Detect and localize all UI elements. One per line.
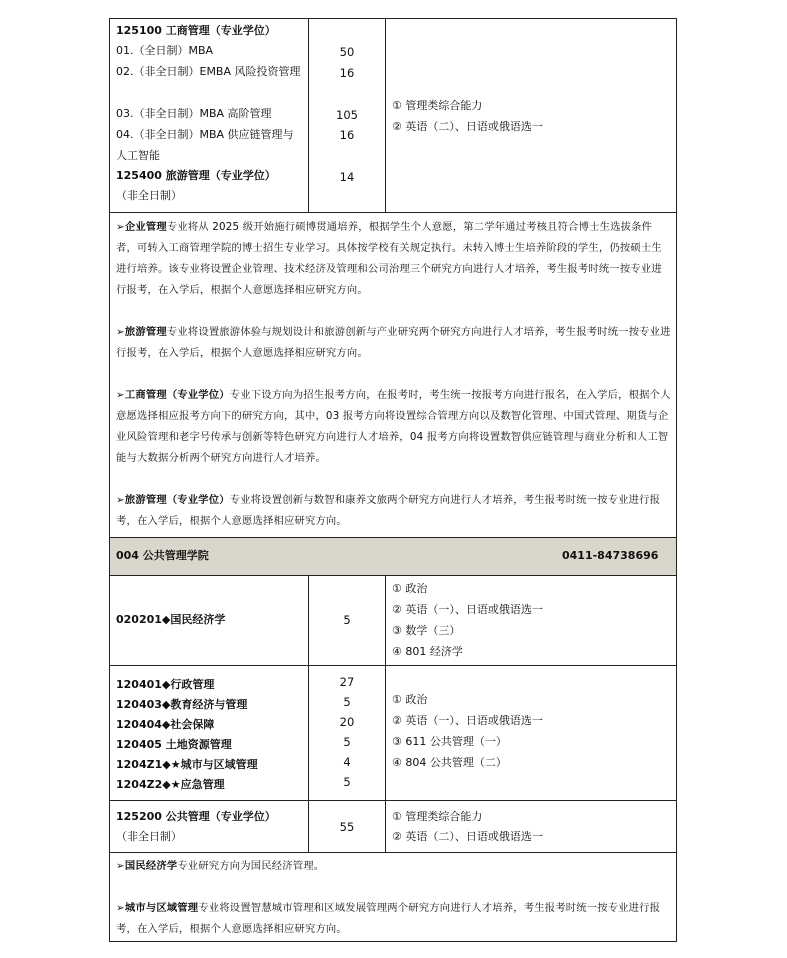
note-national-economics: ➢国民经济学专业研究方向为国民经济管理。 (116, 860, 325, 872)
col-divider (385, 575, 386, 852)
direction-03: 03.（非全日制）MBA 高阶管理 (116, 107, 272, 120)
exam-item: ② 英语（二）、日语或俄语选一 (392, 120, 543, 133)
program-020201: 020201◆国民经济学 (116, 613, 226, 626)
direction-01: 01.（全日制）MBA (116, 44, 214, 57)
note-enterprise-management: ➢企业管理专业将从 2025 级开始施行硕博贯通培养，根据学生个人意愿，第二学年通过考核且符合博士生选拔条件者，可转入工商管理学院的博士招生专业学习。具体按学校有关规定执行。未转入博士生培养阶段的学生，仍按硕士生进行培养。该专业将设置企业管理、技术经济及管理和公司治理三个研究方向进行人才培养，考生报考时统一按专业进行报考，在入学后，根据个人意愿选择相应研究方向。 (116, 221, 662, 296)
program-120401: 120401◆行政管理 (116, 678, 215, 691)
row-divider (110, 537, 676, 538)
exam-item: ② 英语（一）、日语或俄语选一 (392, 714, 543, 727)
department-name: 004 公共管理学院 (116, 549, 209, 562)
exam-item: ④ 804 公共管理（二） (392, 756, 507, 769)
exam-item: ③ 611 公共管理（一） (392, 735, 507, 748)
col-divider (308, 19, 309, 212)
program-1204Z2: 1204Z2◆★应急管理 (116, 778, 225, 791)
row-divider (110, 575, 676, 576)
row-divider (110, 852, 676, 853)
program-125200-sub: （非全日制） (116, 830, 182, 843)
program-1204Z1: 1204Z1◆★城市与区域管理 (116, 758, 258, 771)
count-020201: 5 (343, 613, 351, 627)
direction-02: 02.（非全日制）EMBA 风险投资管理 (116, 65, 301, 78)
program-125400-sub: （非全日制） (116, 189, 182, 202)
exam-item: ② 英语（一）、日语或俄语选一 (392, 603, 543, 616)
department-phone: 0411-84738696 (562, 549, 659, 562)
note-urban-regional-management: ➢城市与区域管理专业将设置智慧城市管理和区域发展管理两个研究方向进行人才培养，考生报考时统一按专业进行报考，在入学后，根据个人意愿选择相应研究方向。 (116, 902, 661, 935)
exam-item: ④ 801 经济学 (392, 645, 463, 658)
count-125200: 55 (339, 820, 355, 834)
count-120405: 5 (343, 735, 351, 749)
count-04: 16 (339, 128, 355, 142)
count-02: 16 (339, 66, 355, 80)
count-1204Z1: 4 (343, 755, 351, 769)
program-120404: 120404◆社会保障 (116, 718, 215, 731)
col-divider (385, 19, 386, 212)
count-03: 105 (336, 108, 358, 122)
note-tourism-management: ➢旅游管理专业将设置旅游体验与规划设计和旅游创新与产业研究两个研究方向进行人才培养，考生报考时统一按专业进行报考，在入学后，根据个人意愿选择相应研究方向。 (116, 326, 671, 359)
count-01: 50 (339, 45, 355, 59)
exam-item: ① 管理类综合能力 (392, 99, 483, 112)
exam-item: ③ 数学（三） (392, 624, 461, 637)
department-header (110, 537, 676, 575)
row-divider (110, 665, 676, 666)
exam-item: ① 政治 (392, 582, 428, 595)
direction-04-line2: 人工智能 (116, 149, 160, 162)
program-125100-title: 125100 工商管理（专业学位） (116, 24, 276, 37)
count-1204Z2: 5 (343, 775, 351, 789)
program-125200: 125200 公共管理（专业学位） (116, 810, 276, 823)
count-125400: 14 (339, 170, 355, 184)
note-business-admin-professional: ➢工商管理（专业学位）专业下设方向为招生报考方向，在报考时，考生统一按报考方向进行报名，在入学后，根据个人意愿选择相应报考方向下的研究方向，其中，03 报考方向将设置综合管理方向以及数智化管理、中国式管理、期货与企业风险管理和老字号传承与创新等特色研究方向进行人才培养，04 报考方向将设置数智供应链管理与商业分析和人工智能与大数据分析两个研究方向进行人才培养。 (116, 389, 671, 464)
exam-item: ① 管理类综合能力 (392, 810, 483, 823)
row-divider (110, 212, 676, 213)
program-120405: 120405 土地资源管理 (116, 738, 232, 751)
row-divider (110, 800, 676, 801)
direction-04-line1: 04.（非全日制）MBA 供应链管理与 (116, 128, 294, 141)
exam-item: ① 政治 (392, 693, 428, 706)
col-divider (308, 575, 309, 852)
program-120403: 120403◆教育经济与管理 (116, 698, 248, 711)
admissions-table (109, 18, 677, 942)
count-120404: 20 (339, 715, 355, 729)
program-125400-title: 125400 旅游管理（专业学位） (116, 169, 276, 182)
count-120401: 27 (339, 675, 355, 689)
exam-item: ② 英语（二）、日语或俄语选一 (392, 830, 543, 843)
count-120403: 5 (343, 695, 351, 709)
note-tourism-professional: ➢旅游管理（专业学位）专业将设置创新与数智和康养文旅两个研究方向进行人才培养，考生报考时统一按专业进行报考，在入学后，根据个人意愿选择相应研究方向。 (116, 494, 661, 527)
